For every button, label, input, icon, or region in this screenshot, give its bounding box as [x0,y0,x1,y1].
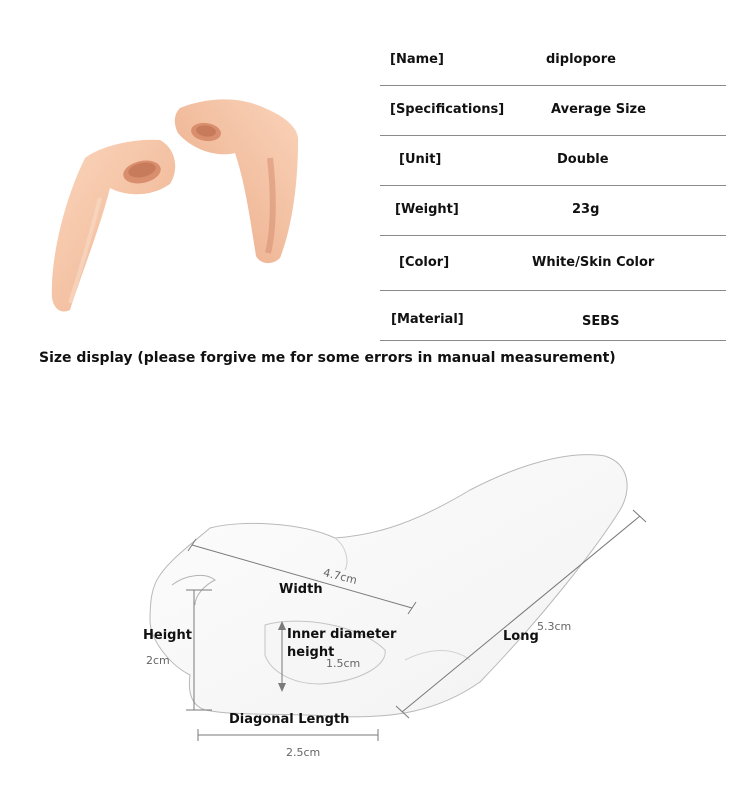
spec-label: [Name] [390,52,444,67]
spec-row-color [380,236,726,291]
dimension-diagram [0,420,750,788]
spec-label: [Color] [399,255,450,270]
height-label: Height [143,628,192,643]
spec-table [380,36,726,341]
size-display-title: Size display (please forgive me for some errors in manual measurement) [39,350,616,366]
long-value: 5.3cm [537,620,572,633]
inner-diameter-label-line2: height [287,645,335,660]
product-photo [30,88,320,328]
spec-row-material [380,291,726,341]
spec-label: [Weight] [395,202,459,217]
right-toe-separator [175,99,298,263]
spec-label: [Material] [391,312,464,327]
inner-diameter-value: 1.5cm [326,657,361,670]
spec-value: White/Skin Color [532,255,655,270]
height-value: 2cm [146,654,170,667]
spec-value: Average Size [551,102,646,117]
spec-row-unit [380,136,726,186]
spec-value: SEBS [582,314,620,329]
spec-row-name [380,36,726,86]
spec-value: diplopore [546,52,616,67]
spec-row-weight [380,186,726,236]
toe-separator-outline [0,420,750,788]
spec-value: Double [557,152,609,167]
long-label: Long [503,629,539,644]
width-label: Width [279,582,323,597]
inner-diameter-label-line1: Inner diameter [287,627,397,642]
left-toe-separator [52,140,175,312]
diagonal-length-label: Diagonal Length [229,712,350,727]
spec-row-specifications [380,86,726,136]
spec-label: [Specifications] [390,102,505,117]
diagonal-length-value: 2.5cm [286,746,321,759]
width-value: 4.7cm [321,566,359,587]
spec-value: 23g [572,202,600,217]
spec-label: [Unit] [399,152,442,167]
